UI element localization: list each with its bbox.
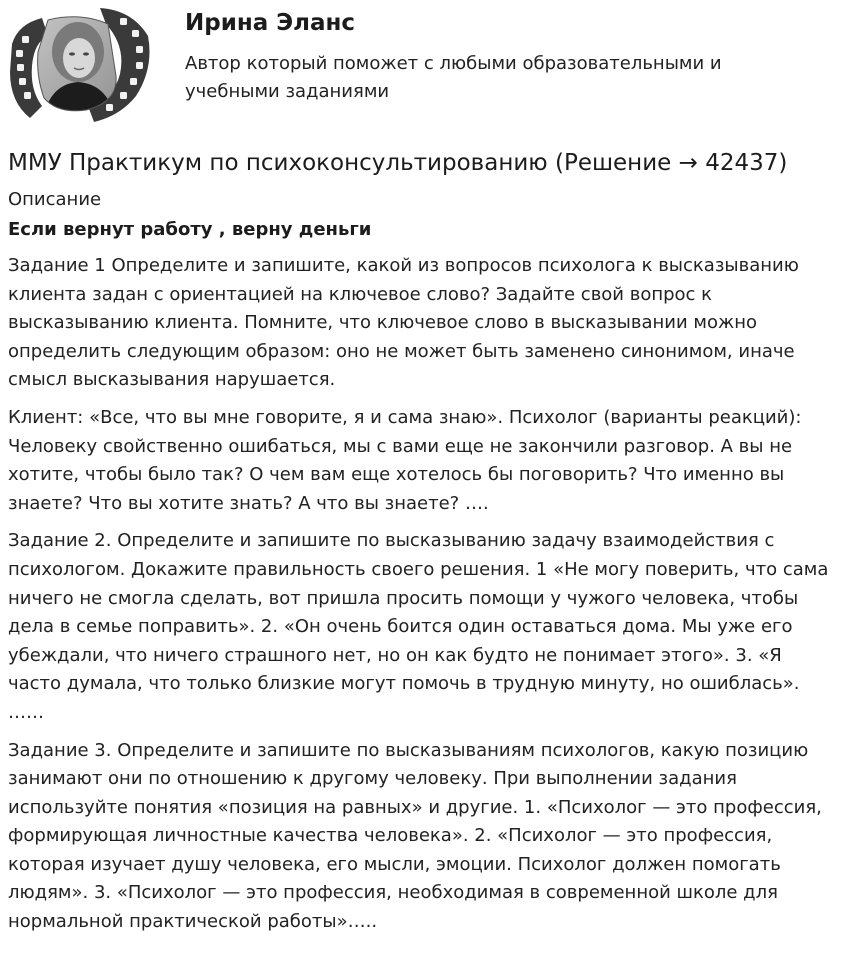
work-content xyxy=(8,146,838,946)
author-avatar[interactable] xyxy=(8,6,153,124)
task-2-paragraph: Задание 2. Определите и запишите по высказыванию задачу взаимодействия с психологом. Докажите правильность своего решения. 1 «Не могу поверить, что сама ничего не смогла сделать, вот пришла просить помощи у чужого человека, чтобы дела в семье поправить». 2. «Он очень боится один оставаться дома. Мы уже его убеждали, что ничего страшного нет, но он как будто не понимает этого». 3. «Я часто думала, что только близкие могут помочь в трудную минуту, но ошиблась». …… xyxy=(8,530,829,723)
client-dialog-paragraph: Клиент: «Все, что вы мне говорите, я и сама знаю». Психолог (варианты реакций): Человеку свойственно ошибаться, мы с вами еще не закончили разговор. А вы не хотите, чтобы было так? О чем вам еще хотелось бы поговорить? Что именно вы знаете? Что вы хотите знать? А что вы знаете? …. xyxy=(8,406,802,514)
guarantee-text: Если вернут работу , верну деньги xyxy=(8,219,372,240)
description-label: Описание xyxy=(8,189,102,210)
author-name[interactable]: Ирина Эланс xyxy=(185,10,356,36)
page-title: ММУ Практикум по психоконсультированию (Решение → 42437) xyxy=(8,150,788,176)
film-strip-photo-frame-icon xyxy=(8,6,153,124)
task-1-paragraph: Задание 1 Определите и запишите, какой из вопросов психолога к высказыванию клиента задан с ориентацией на ключевое слово? Задайте свой вопрос к высказыванию клиента. Помните, что ключевое слово в высказывании можно определить следующим образом: оно не может быть заменено синонимом, иначе смысл высказывания нарушается. xyxy=(8,255,799,391)
author-description: Автор который поможет с любыми образовательными и учебными заданиями xyxy=(185,53,722,102)
author-header xyxy=(0,0,847,130)
task-3-paragraph: Задание 3. Определите и запишите по высказываниям психологов, какую позицию занимают они по отношению к другому человеку. При выполнении задания используйте понятия «позиция на равных» и другие. 1. «Психолог — это профессия, формирующая личностные качества человека». 2. «Психолог — это профессия, которая изучает душу человека, его мысли, эмоции. Психолог должен помогать людям». 3. «Психолог — это профессия, необходимая в современной школе для нормальной практической работы»….. xyxy=(8,739,822,933)
